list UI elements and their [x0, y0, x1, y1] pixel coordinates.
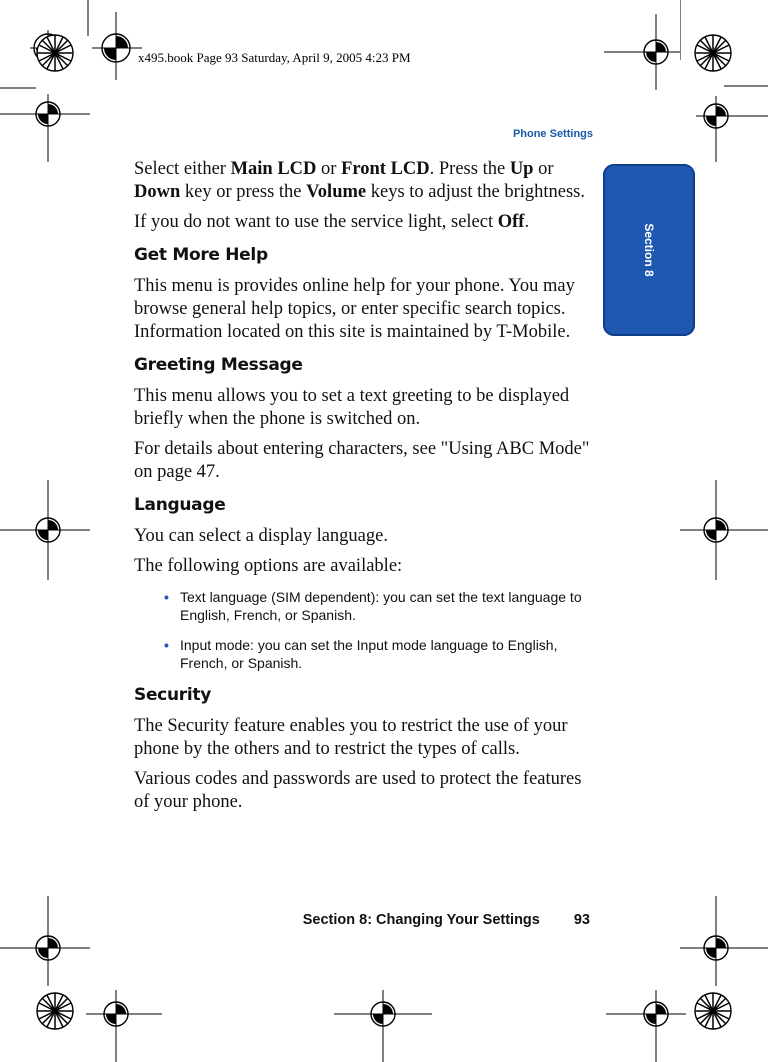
- text: or: [533, 159, 554, 179]
- text: keys to adjust the brightness.: [366, 182, 586, 202]
- starburst-mark-bottom-right: [692, 990, 734, 1032]
- language-options-list: [134, 588, 594, 672]
- list-item-text: Input mode: you can set the Input mode language to English, French, or Spanish.: [180, 637, 558, 671]
- section-tab-label: Section 8: [642, 223, 656, 277]
- key-down: Down: [134, 182, 181, 202]
- text: . Press the: [429, 159, 510, 179]
- option-off: Off: [497, 212, 525, 232]
- page-content: [134, 158, 594, 821]
- footer-section-title: Section 8: Changing Your Settings: [302, 912, 540, 928]
- running-head: Phone Settings: [512, 128, 593, 140]
- heading-security: Security: [134, 685, 211, 705]
- registration-mark-right-middle: [680, 480, 768, 580]
- option-main-lcd: Main LCD: [230, 159, 317, 179]
- section-side-tab: [603, 164, 695, 336]
- paragraph-options-intro: The following options are available:: [134, 556, 403, 576]
- paragraph-service-light: [134, 211, 594, 234]
- bullet-icon: •: [164, 589, 169, 605]
- paragraph-help: This menu is provides online help for your phone. You may browse general help topics, or enter specific search topics. Information located on this site is maintained by T-Mobile.: [134, 276, 575, 342]
- list-item-text: Text language (SIM dependent): you can set the text language to English, French, or Spanish.: [180, 589, 582, 623]
- heading-greeting-message: Greeting Message: [134, 355, 303, 375]
- key-volume: Volume: [306, 182, 367, 202]
- crop-mark-left-top: [0, 90, 90, 170]
- paragraph-greeting-details: For details about entering characters, see "Using ABC Mode" on page 47.: [134, 439, 590, 482]
- paragraph-brightness: [134, 158, 594, 204]
- text: If you do not want to use the service light, select: [134, 212, 498, 232]
- option-front-lcd: Front LCD: [341, 159, 430, 179]
- text: .: [524, 212, 530, 232]
- starburst-mark-bottom-left: [34, 990, 76, 1032]
- registration-mark-top-left: [92, 12, 142, 80]
- starburst-mark-top-left: [34, 32, 76, 74]
- paragraph-security-codes: Various codes and passwords are used to protect the features of your phone.: [134, 769, 582, 812]
- text: or: [316, 159, 342, 179]
- registration-mark-bottom-row: [86, 990, 686, 1062]
- page-number: 93: [573, 912, 590, 928]
- registration-mark-left-middle: [0, 480, 90, 580]
- paragraph-language: You can select a display language.: [134, 526, 388, 546]
- bullet-icon: •: [164, 637, 169, 653]
- book-file-header: x495.book Page 93 Saturday, April 9, 2005 4:23 PM: [138, 50, 411, 65]
- heading-language: Language: [134, 495, 226, 515]
- list-item: [164, 588, 594, 624]
- text: Select either: [134, 159, 231, 179]
- list-item: [164, 636, 594, 672]
- page-footer: [303, 912, 590, 928]
- paragraph-security: The Security feature enables you to restrict the use of your phone by the others and to restrict the types of calls.: [134, 716, 568, 759]
- key-up: Up: [509, 159, 534, 179]
- text: key or press the: [180, 182, 307, 202]
- crop-mark-top-right: [680, 0, 768, 180]
- heading-get-more-help: Get More Help: [134, 245, 268, 265]
- paragraph-greeting: This menu allows you to set a text greeting to be displayed briefly when the phone is switched on.: [134, 386, 570, 429]
